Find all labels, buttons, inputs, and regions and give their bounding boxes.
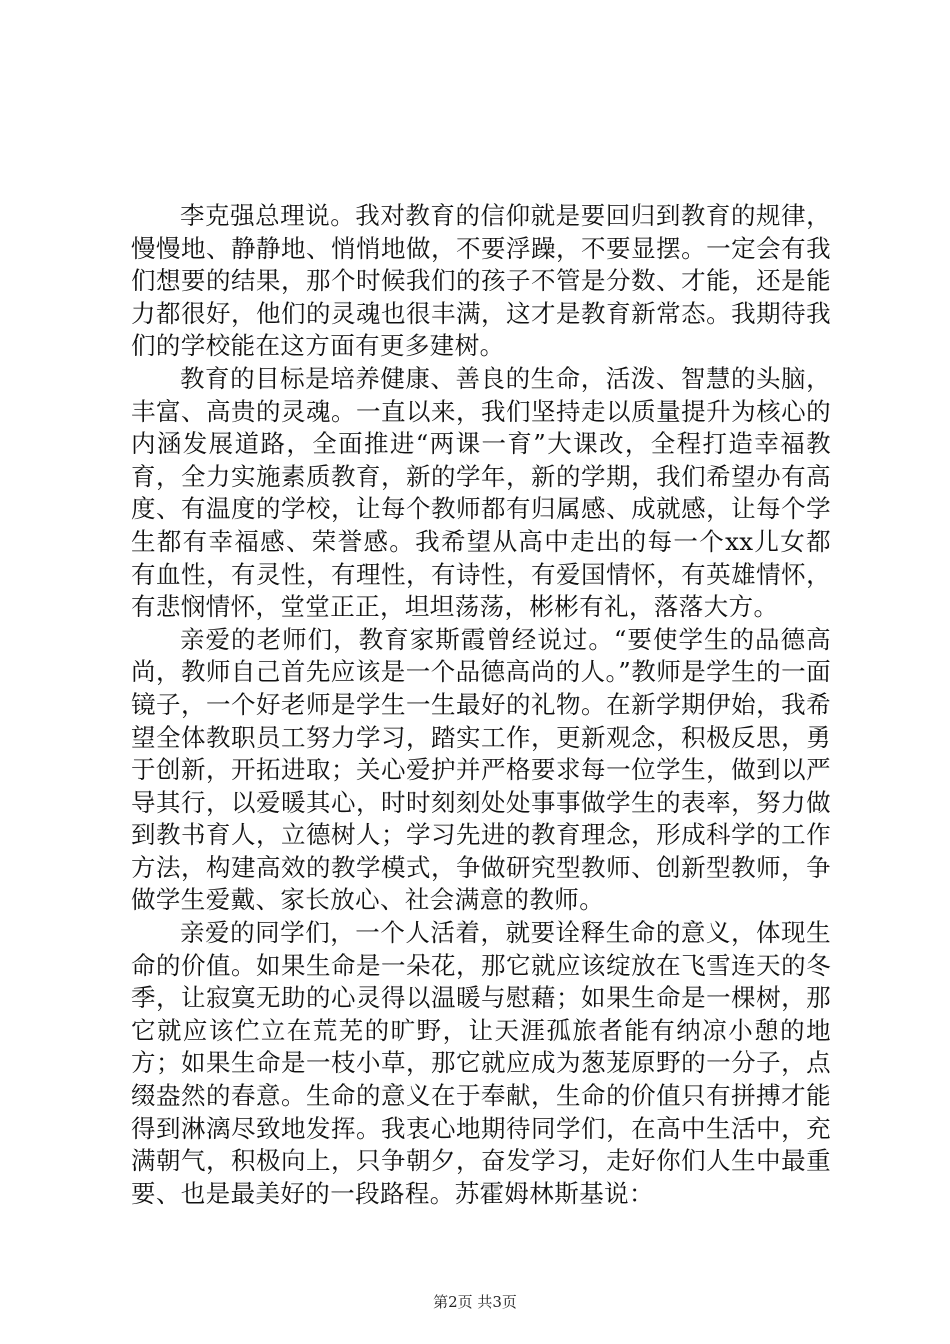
paragraph-education-goals: 教育的目标是培养健康、善良的生命，活泼、智慧的头脑，丰富、高贵的灵魂。一直以来，我们坚持走以质量提升为核心的内涵发展道路，全面推进“两课一育”大课改，全程打造幸福教育，全力实施素质教育，新的学年，新的学期，我们希望办有高度、有温度的学校，让每个教师都有归属感、成就感，让每个学生都有幸福感、荣誉感。我希望从高中走出的每一个xx儿女都有血性，有灵性，有理性，有诗性，有爱国情怀，有英雄情怀，有悲悯情怀，堂堂正正，坦坦荡荡，彬彬有礼，落落大方。 bbox=[131, 363, 831, 622]
paragraph-to-teachers: 亲爱的老师们，教育家斯霞曾经说过。“要使学生的品德高尚，教师自己首先应该是一个品德高尚的人。”教师是学生的一面镜子，一个好老师是学生一生最好的礼物。在新学期伊始，我希望全体教职员工努力学习，踏实工作，更新观念，积极反思，勇于创新，开拓进取；关心爱护并严格要求每一位学生，做到以严导其行，以爱暖其心，时时刻刻处处事事做学生的表率，努力做到教书育人，立德树人；学习先进的教育理念，形成科学的工作方法，构建高效的教学模式，争做研究型教师、创新型教师，争做学生爱戴、家长放心、社会满意的教师。 bbox=[131, 624, 831, 915]
paragraph-premier-quote: 李克强总理说。我对教育的信仰就是要回归到教育的规律，慢慢地、静静地、悄悄地做，不要浮躁，不要显摆。一定会有我们想要的结果，那个时候我们的孩子不管是分数、才能，还是能力都很好，他们的灵魂也很丰满，这才是教育新常态。我期待我们的学校能在这方面有更多建树。 bbox=[131, 201, 831, 361]
page-number-footer: 第2页 共3页 bbox=[433, 1293, 517, 1311]
document-body bbox=[131, 200, 831, 1210]
paragraph-to-students: 亲爱的同学们，一个人活着，就要诠释生命的意义，体现生命的价值。如果生命是一朵花，那它就应该绽放在飞雪连天的冬季，让寂寞无助的心灵得以温暖与慰藉；如果生命是一棵树，那它就应该伫立在荒芜的旷野，让天涯孤旅者能有纳凉小憩的地方；如果生命是一枝小草，那它就应成为葱茏原野的一分子，点缀盎然的春意。生命的意义在于奉献，生命的价值只有拼搏才能得到淋漓尽致地发挥。我衷心地期待同学们，在高中生活中，充满朝气，积极向上，只争朝夕，奋发学习，走好你们人生中最重要、也是最美好的一段路程。苏霍姆林斯基说： bbox=[131, 918, 831, 1208]
